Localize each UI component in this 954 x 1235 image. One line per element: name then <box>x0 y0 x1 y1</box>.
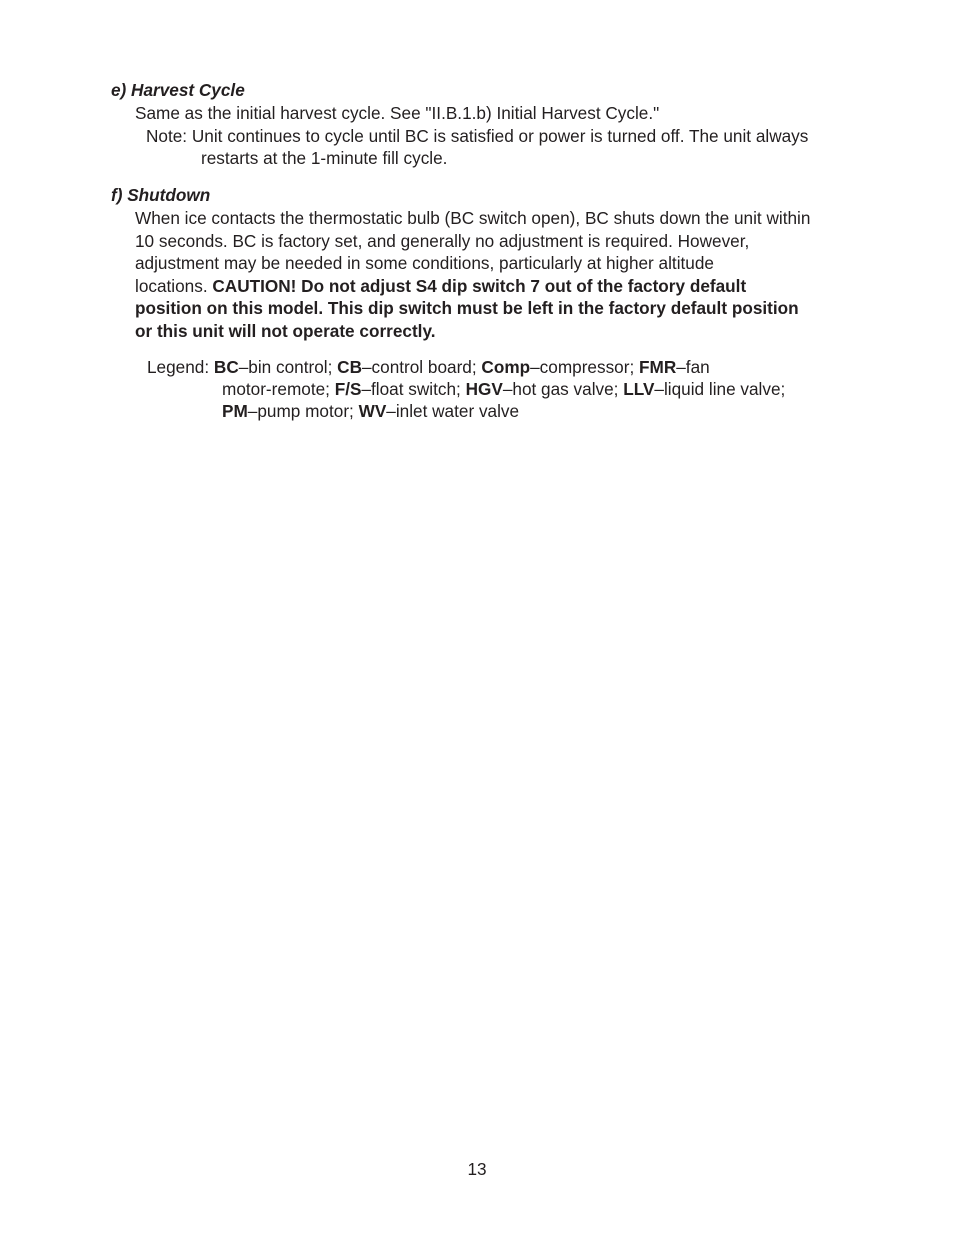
shutdown-body <box>135 207 875 342</box>
legend-abbr-pm: PM <box>222 401 248 421</box>
legend-desc-hgv: –hot gas valve; <box>502 379 624 399</box>
legend-abbr-cb: CB <box>337 357 362 377</box>
legend-desc-fmr: –fan <box>676 357 710 377</box>
shutdown-line-4 <box>135 275 875 298</box>
shutdown-line-1: When ice contacts the thermostatic bulb (BC switch open), BC shuts down the unit within <box>135 208 811 228</box>
caution-text-3: or this unit will not operate correctly. <box>135 320 436 341</box>
page-number: 13 <box>467 1159 487 1179</box>
caution-text-1: CAUTION! Do not adjust S4 dip switch 7 out of the factory default <box>212 275 747 296</box>
legend-abbr-fs: F/S <box>334 379 362 399</box>
shutdown-heading: f) Shutdown <box>111 185 211 205</box>
legend-line-2 <box>222 378 785 401</box>
harvest-note-line-2: restarts at the 1-minute fill cycle. <box>201 148 448 168</box>
legend-line-1 <box>147 356 710 379</box>
harvest-note-line-1: Note: Unit continues to cycle until BC is satisfied or power is turned off. The unit always <box>146 126 809 146</box>
legend-abbr-comp: Comp <box>481 357 531 377</box>
harvest-cycle-heading: e) Harvest Cycle <box>111 80 245 100</box>
legend-abbr-llv: LLV <box>623 379 655 399</box>
legend-line-3 <box>222 400 519 423</box>
legend-desc-comp: –compressor; <box>530 357 640 377</box>
caution-text-2: position on this model. This dip switch must be left in the factory default position <box>135 298 799 318</box>
harvest-cycle-body: Same as the initial harvest cycle. See "II.B.1.b) Initial Harvest Cycle." <box>135 103 660 123</box>
shutdown-line-5 <box>135 297 875 320</box>
legend-desc-cb: –control board; <box>361 357 482 377</box>
legend-desc-wv: –inlet water valve <box>386 401 520 421</box>
legend-label: Legend: <box>147 357 214 377</box>
shutdown-line-3: adjustment may be needed in some conditions, particularly at higher altitude <box>135 253 714 273</box>
legend-abbr-fmr: FMR <box>639 357 677 377</box>
legend-abbr-bc: BC <box>213 357 239 377</box>
shutdown-line-4-plain: locations. <box>135 275 213 296</box>
legend-desc-llv: –liquid line valve; <box>654 379 786 399</box>
legend-desc-fs: –float switch; <box>361 379 466 399</box>
shutdown-line-6 <box>135 320 875 343</box>
legend-desc-bc: –bin control; <box>238 357 338 377</box>
legend-desc-pm: –pump motor; <box>247 401 359 421</box>
legend-desc-fmr-cont: motor-remote; <box>222 379 335 399</box>
legend-abbr-hgv: HGV <box>465 379 503 399</box>
legend-abbr-wv: WV <box>358 401 387 421</box>
shutdown-line-2: 10 seconds. BC is factory set, and generally no adjustment is required. However, <box>135 230 750 251</box>
